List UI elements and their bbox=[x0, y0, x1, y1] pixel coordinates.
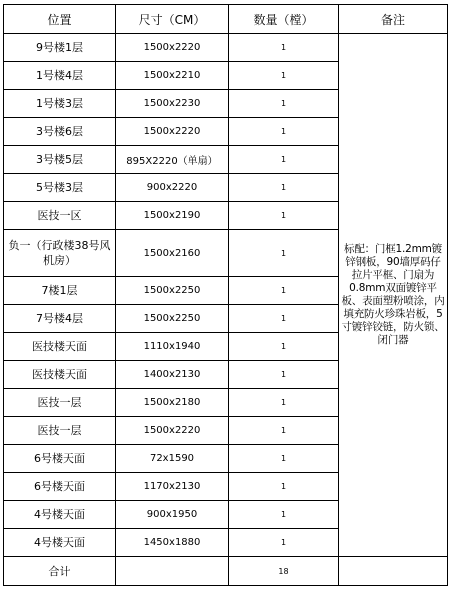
cell-location: 7号楼4层 bbox=[4, 305, 116, 333]
cell-quantity: 1 bbox=[229, 202, 339, 230]
cell-size: 1500x2250 bbox=[116, 277, 229, 305]
cell-location: 1号楼3层 bbox=[4, 90, 116, 118]
cell-size: 1500x2220 bbox=[116, 417, 229, 445]
cell-size: 1400x2130 bbox=[116, 361, 229, 389]
header-location: 位置 bbox=[4, 5, 116, 34]
cell-location: 4号楼天面 bbox=[4, 529, 116, 557]
cell-size: 895X2220（单扇） bbox=[116, 146, 229, 174]
cell-quantity: 1 bbox=[229, 90, 339, 118]
cell-size: 1170x2130 bbox=[116, 473, 229, 501]
cell-quantity: 1 bbox=[229, 277, 339, 305]
cell-quantity: 1 bbox=[229, 174, 339, 202]
cell-location: 医技楼天面 bbox=[4, 361, 116, 389]
cell-location: 6号楼天面 bbox=[4, 473, 116, 501]
total-quantity: 18 bbox=[229, 557, 339, 586]
cell-quantity: 1 bbox=[229, 62, 339, 90]
cell-size: 1500x2220 bbox=[116, 34, 229, 62]
cell-size: 1500x2210 bbox=[116, 62, 229, 90]
cell-quantity: 1 bbox=[229, 417, 339, 445]
cell-location: 4号楼天面 bbox=[4, 501, 116, 529]
note-cell: 标配：门框1.2mm镀锌钢板，90墙厚码仔拉片平框、门扇为0.8mm双面镀锌平板、表面塑粉喷涂，内填充防火珍珠岩板，5寸镀锌铰链，防火锁、闭门器 bbox=[339, 34, 448, 557]
cell-quantity: 1 bbox=[229, 230, 339, 277]
cell-location: 医技一区 bbox=[4, 202, 116, 230]
cell-location: 6号楼天面 bbox=[4, 445, 116, 473]
total-note-empty bbox=[339, 557, 448, 586]
cell-location: 9号楼1层 bbox=[4, 34, 116, 62]
cell-size: 900x2220 bbox=[116, 174, 229, 202]
cell-quantity: 1 bbox=[229, 389, 339, 417]
header-size: 尺寸（CM） bbox=[116, 5, 229, 34]
cell-quantity: 1 bbox=[229, 473, 339, 501]
table-row bbox=[4, 34, 448, 62]
cell-location: 3号楼5层 bbox=[4, 146, 116, 174]
cell-size: 1500x2250 bbox=[116, 305, 229, 333]
cell-size: 1500x2220 bbox=[116, 118, 229, 146]
cell-quantity: 1 bbox=[229, 146, 339, 174]
cell-size: 1450x1880 bbox=[116, 529, 229, 557]
cell-quantity: 1 bbox=[229, 305, 339, 333]
cell-location: 医技一层 bbox=[4, 389, 116, 417]
cell-location: 医技一层 bbox=[4, 417, 116, 445]
cell-location: 7楼1层 bbox=[4, 277, 116, 305]
cell-size: 1110x1940 bbox=[116, 333, 229, 361]
cell-location: 5号楼3层 bbox=[4, 174, 116, 202]
cell-quantity: 1 bbox=[229, 118, 339, 146]
cell-quantity: 1 bbox=[229, 361, 339, 389]
cell-location: 负一（行政楼38号风机房） bbox=[4, 230, 116, 277]
cell-quantity: 1 bbox=[229, 445, 339, 473]
header-quantity: 数量（樘） bbox=[229, 5, 339, 34]
cell-size: 1500x2230 bbox=[116, 90, 229, 118]
cell-quantity: 1 bbox=[229, 501, 339, 529]
cell-size: 72x1590 bbox=[116, 445, 229, 473]
cell-quantity: 1 bbox=[229, 34, 339, 62]
cell-size: 1500x2180 bbox=[116, 389, 229, 417]
cell-size: 1500x2190 bbox=[116, 202, 229, 230]
total-row bbox=[4, 557, 448, 586]
cell-size: 900x1950 bbox=[116, 501, 229, 529]
total-size-empty bbox=[116, 557, 229, 586]
cell-size: 1500x2160 bbox=[116, 230, 229, 277]
header-note: 备注 bbox=[339, 5, 448, 34]
total-label: 合计 bbox=[4, 557, 116, 586]
header-row bbox=[4, 5, 448, 34]
cell-quantity: 1 bbox=[229, 529, 339, 557]
cell-location: 3号楼6层 bbox=[4, 118, 116, 146]
cell-quantity: 1 bbox=[229, 333, 339, 361]
cell-location: 1号楼4层 bbox=[4, 62, 116, 90]
cell-location: 医技楼天面 bbox=[4, 333, 116, 361]
door-schedule-table bbox=[3, 4, 448, 586]
